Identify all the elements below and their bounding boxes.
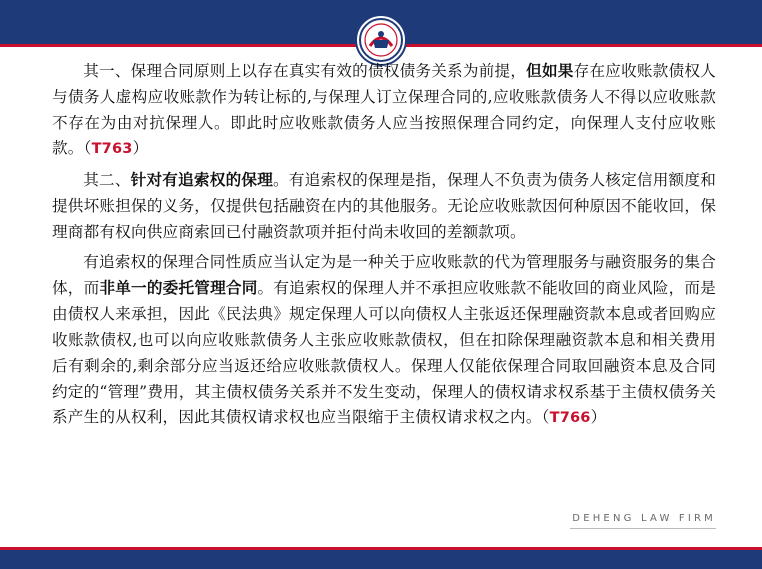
text-segment: 其一、保理合同原则上以存在真实有效的债权债务关系为前提，	[83, 62, 527, 80]
text-segment: 有追索权的保理合同性质应当认定为是一种关于应收账款的代为管理服务与融资服务的集合体，而	[52, 252, 716, 298]
text-segment: 其二、	[83, 171, 131, 190]
paragraph-2	[52, 167, 716, 245]
article-reference: T763	[91, 141, 133, 158]
text-segment: ）	[590, 408, 607, 427]
text-segment: 。有追索权的保理是指，保理人不负责为债务人核定信用额度和提供坏账担保的义务，仅提供包括融资在内的其他服务。无论应收账款因何种原因不能收回，保理商都有权向供应商索回已付融资款项并拒付尚未收回的差额款项。	[52, 171, 716, 241]
text-segment: ）	[132, 139, 149, 158]
text-segment-bold: 非单一的委托管理合同	[99, 278, 258, 298]
text-segment-bold: 但如果	[526, 61, 574, 80]
footer-bar	[0, 550, 762, 569]
text-segment: 。有追索权的保理人并不承担应收账款不能收回的商业风险，而是由债权人来承担，因此《民法典》规定保理人可以向债权人主张返还保理融资款本息或者回购应收账款债权,也可以向应收账款债务人主张应收账款债权，但在扣除保理融资款本息和相关费用后有剩余的,剩余部分应当返还给应收账款债权人。保理人仅能依保理合同取回融资本息及合同约定的“管理”费用，其主债权债务关系并不发生变动，保理人的债权请求权系基于主债权债务关系产生的从权利，因此其债权请求权也应当限缩于主债权请求权之内。（	[52, 279, 716, 427]
paragraph-1	[52, 58, 716, 163]
paragraph-3	[52, 250, 716, 433]
main-text	[52, 58, 716, 436]
footer-divider	[570, 528, 716, 529]
firm-name: DEHENG LAW FIRM	[572, 513, 716, 524]
text-segment-bold: 针对有追索权的保理	[130, 170, 274, 190]
text-segment: 存在应收账款债权人与债务人虚构应收账款作为转让标的,与保理人订立保理合同的,应收账款债务人不得以应收账款不存在为由对抗保理人。即此时应收账款债务人应当按照保理合同约定，向保理人支付应收账款。（	[52, 62, 716, 158]
article-reference: T766	[549, 410, 591, 427]
